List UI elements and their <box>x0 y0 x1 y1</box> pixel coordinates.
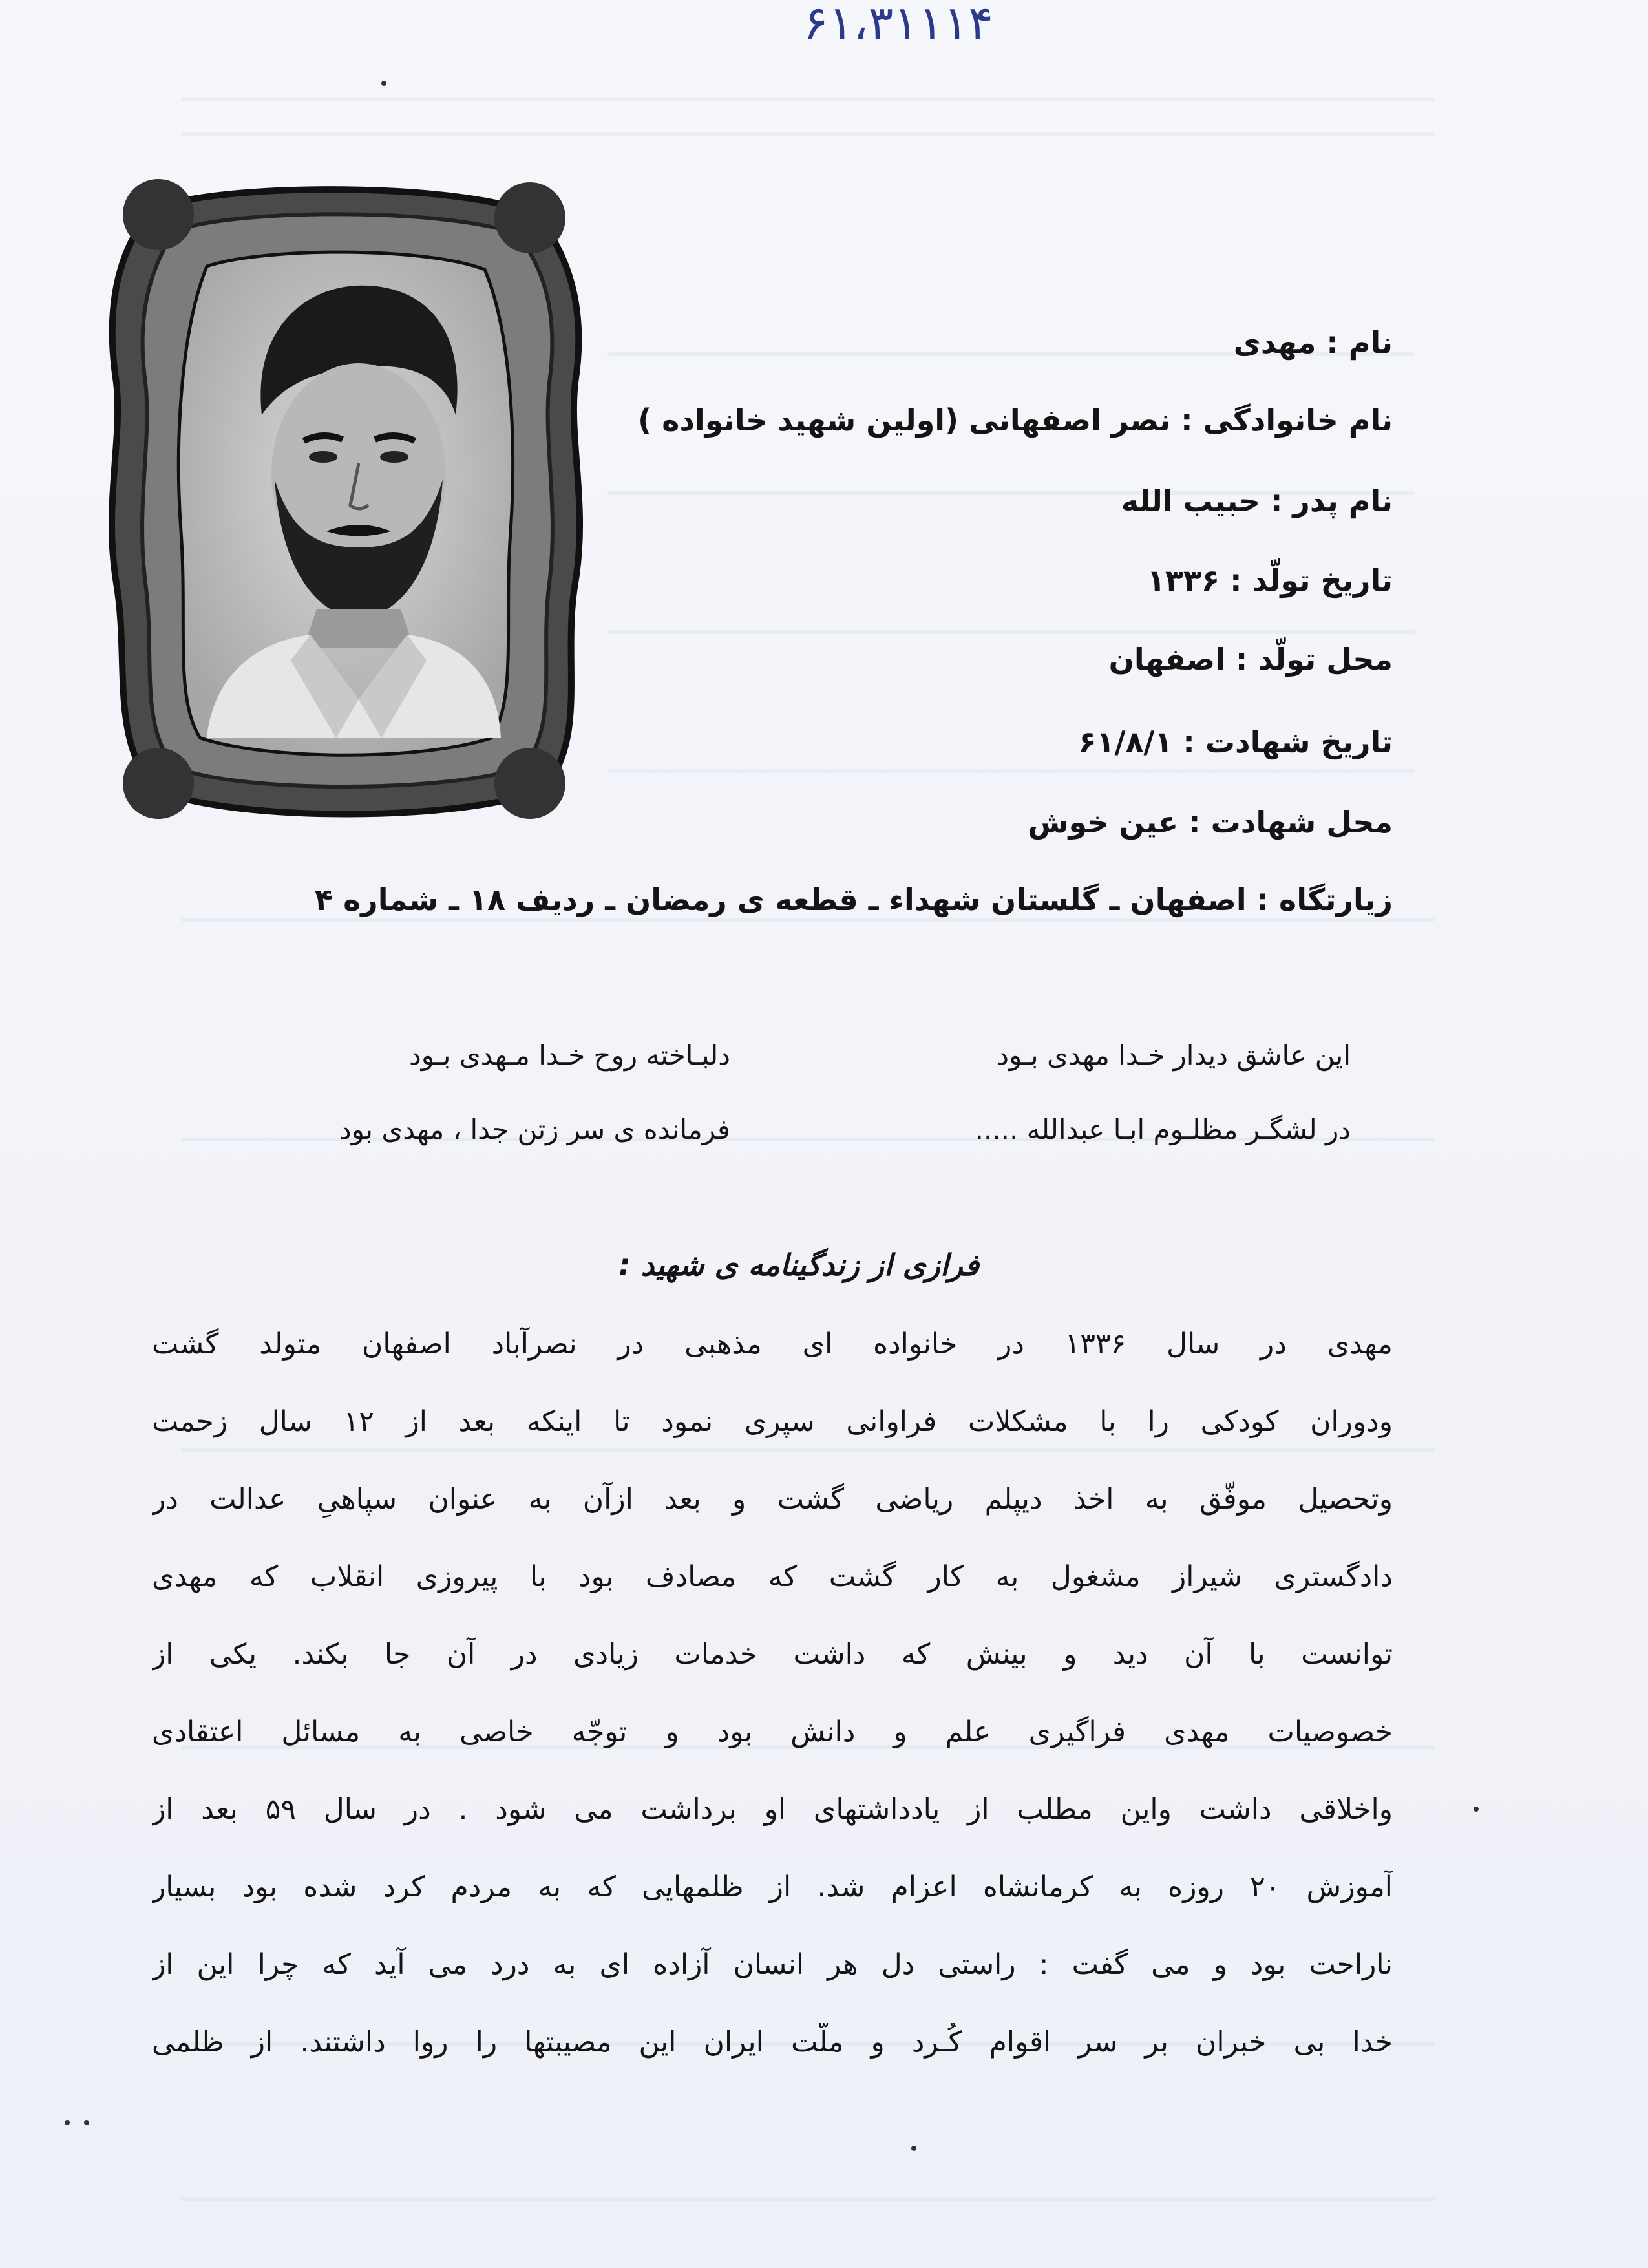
bleed-through-line <box>181 132 1435 136</box>
biography-line: ودوران کودکی را با مشکلات فراوانی سپری نمود تا اینکه بعد از ۱۲ سال زحمت <box>152 1405 1393 1438</box>
biography-line: مهدی در سال ۱۳۳۶ در خانواده ای مذهبی در نصرآباد اصفهان متولد گشت <box>152 1328 1393 1361</box>
birth-place-line: محل تولّد : اصفهان <box>1108 642 1393 677</box>
biography-line: وتحصیل موفّق به اخذ دیپلم ریاضی گشت و بعد ازآن به عنوان سپاهیِ عدالت در <box>152 1483 1393 1516</box>
poem-line-1-left: دلبـاخته روح خـدا مـهدی بـود <box>409 1039 730 1071</box>
birth-date-line: تاریخ تولّد : ۱۳۳۶ <box>1146 563 1393 598</box>
biography-line: توانست با آن دید و بینش که داشت خدمات زیادی در آن جا بکند. یکی از <box>152 1638 1393 1671</box>
biography-line: خصوصیات مهدی فراگیری علم و دانش بود و توجّه خاصی به مسائل اعتقادی <box>152 1715 1393 1748</box>
portrait-photo <box>97 169 588 848</box>
biography-line: خدا بی خبران بر سر اقوام کُـرد و ملّت ایران این مصیبتها را روا داشتند. از ظلمی <box>152 2026 1393 2059</box>
name-line: نام : مهدی <box>1233 325 1393 360</box>
ornate-frame-icon <box>97 169 588 848</box>
biography-line: واخلاقی داشت واین مطلب از یادداشتهای او برداشت می شود . در سال ۵۹ بعد از <box>152 1793 1393 1826</box>
burial-place-line: زیارتگاه : اصفهان ـ گلستان شهداء ـ قطعه ی رمضان ـ ردیف ۱۸ ـ شماره ۴ <box>315 882 1393 917</box>
biography-line: ناراحت بود و می گفت : راستی دل هر انسان آزاده ای به درد می آید که چرا این از <box>152 1948 1393 1981</box>
poem-line-2-right: در لشگـر مظلـوم ابـا عبدالله ..... <box>975 1114 1351 1145</box>
biography-heading: فرازی از زندگینامه ی شهید : <box>618 1247 979 1282</box>
biography-line: آموزش ۲۰ روزه به کرمانشاه اعزام شد. از ظلمهایی که به مردم کرد شده بود بسیار <box>152 1871 1393 1903</box>
bleed-through-line <box>181 1448 1435 1452</box>
scan-speck <box>381 81 386 86</box>
bleed-through-line <box>181 2198 1435 2201</box>
biography-line: دادگستری شیراز مشغول به کار گشت که مصادف بود با پیروزی انقلاب که مهدی <box>152 1560 1393 1593</box>
scan-speck <box>84 2120 89 2125</box>
bleed-through-line <box>181 97 1435 101</box>
martyrdom-place-line: محل شهادت : عین خوش <box>1028 805 1393 840</box>
handwritten-archive-number: ۶۱،۳۱۱۱۴ <box>803 0 993 50</box>
scan-speck <box>65 2120 70 2125</box>
father-name-line: نام پدر : حبیب الله <box>1121 483 1393 518</box>
martyrdom-date-line: تاریخ شهادت : ۶۱/۸/۱ <box>1078 725 1393 759</box>
poem-line-2-left: فرمانده ی سر زتن جدا ، مهدی بود <box>339 1114 730 1145</box>
scan-speck <box>1474 1807 1479 1812</box>
scan-speck <box>911 2146 916 2151</box>
bleed-through-line <box>607 630 1415 634</box>
family-name-line: نام خانوادگی : نصر اصفهانی (اولین شهید خانواده ) <box>638 403 1393 438</box>
poem-line-1-right: این عاشق دیدار خـدا مهدی بـود <box>997 1039 1351 1071</box>
bleed-through-line <box>607 769 1415 773</box>
